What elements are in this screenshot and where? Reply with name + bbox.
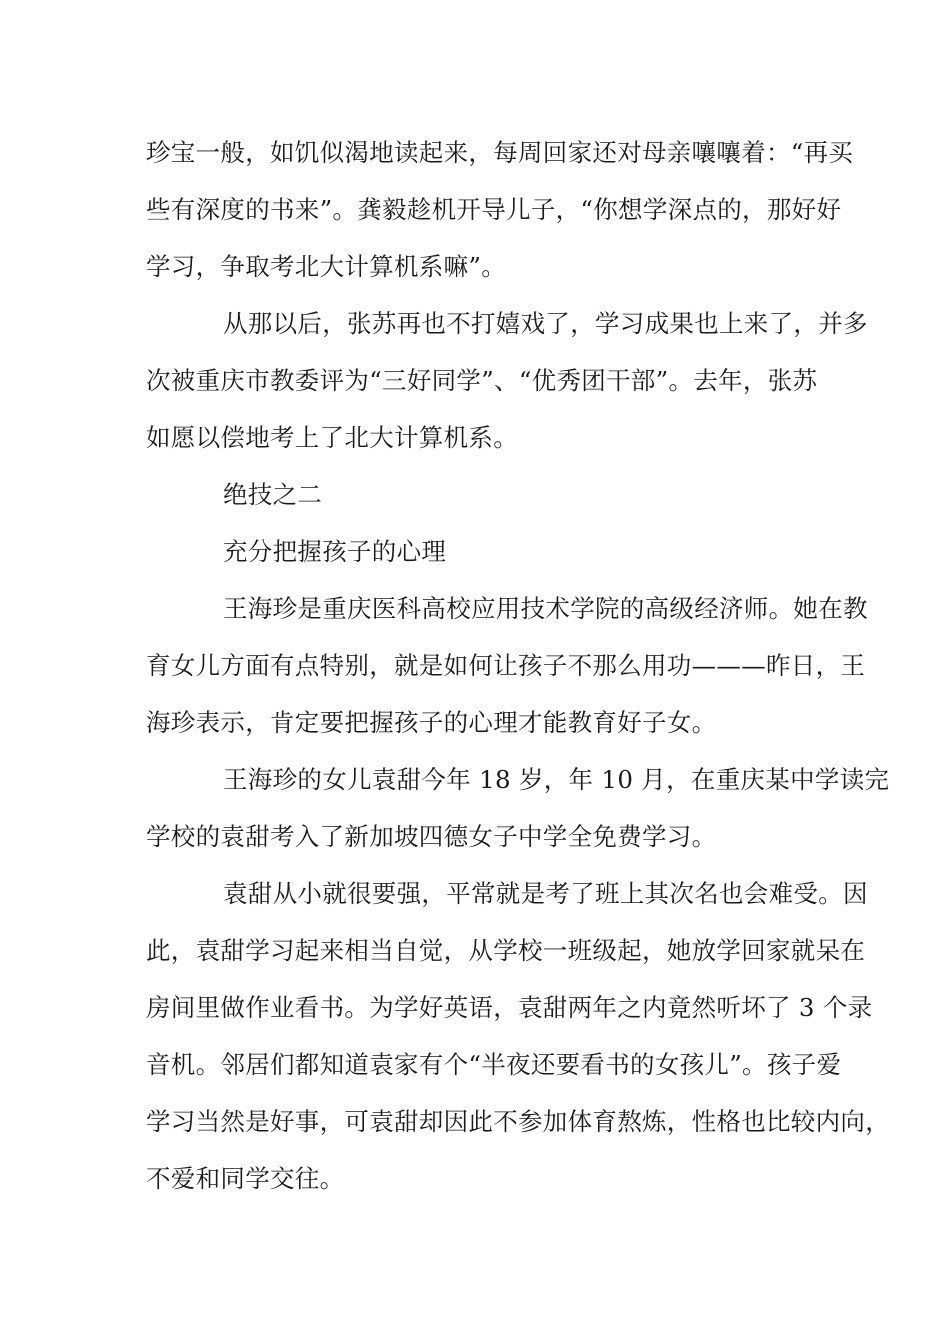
text-line: 次被重庆市教委评为“三好同学”、“优秀团干部”。去年，张苏 [146, 366, 818, 395]
text-line: 育女儿方面有点特别，就是如何让孩子不那么用功———昨日，王 [146, 651, 866, 680]
text-line: 学校的袁甜考入了新加坡四德女子中学全免费学习。 [146, 822, 717, 851]
paragraph-first-line: 王海珍是重庆医科高校应用技术学院的高级经济师。她在教 [223, 594, 868, 623]
text-line: 海珍表示，肯定要把握孩子的心理才能教育好子女。 [146, 708, 717, 737]
section-subheading: 充分把握孩子的心理 [223, 537, 447, 566]
text-line: 音机。邻居们都知道袁家有个“半夜还要看书的女孩儿”。孩子爱 [146, 1050, 842, 1079]
paragraph-first-line: 王海珍的女儿袁甜今年 18 岁，年 10 月，在重庆某中学读完 [223, 765, 890, 794]
text-line: 学习当然是好事，可袁甜却因此不参加体育熬炼，性格也比较内向， [146, 1107, 890, 1136]
section-heading: 绝技之二 [223, 480, 323, 509]
paragraph-first-line: 从那以后，张苏再也不打嬉戏了，学习成果也上来了，并多 [223, 309, 868, 338]
text-line: 此，袁甜学习起来相当自觉，从学校一班级起，她放学回家就呆在 [146, 936, 866, 965]
text-line: 不爱和同学交往。 [146, 1164, 345, 1193]
paragraph-first-line: 袁甜从小就很要强，平常就是考了班上其次名也会难受。因 [223, 879, 868, 908]
text-line: 如愿以偿地考上了北大计算机系。 [146, 423, 518, 452]
text-line: 学习，争取考北大计算机系嘛”。 [146, 252, 507, 281]
text-line: 房间里做作业看书。为学好英语，袁甜两年之内竟然听坏了 3 个录 [146, 993, 873, 1022]
text-line: 些有深度的书来”。龚毅趁机开导儿子，“你想学深点的，那好好 [146, 195, 842, 224]
text-line: 珍宝一般，如饥似渴地读起来，每周回家还对母亲嚷嚷着：“再买 [146, 138, 854, 167]
